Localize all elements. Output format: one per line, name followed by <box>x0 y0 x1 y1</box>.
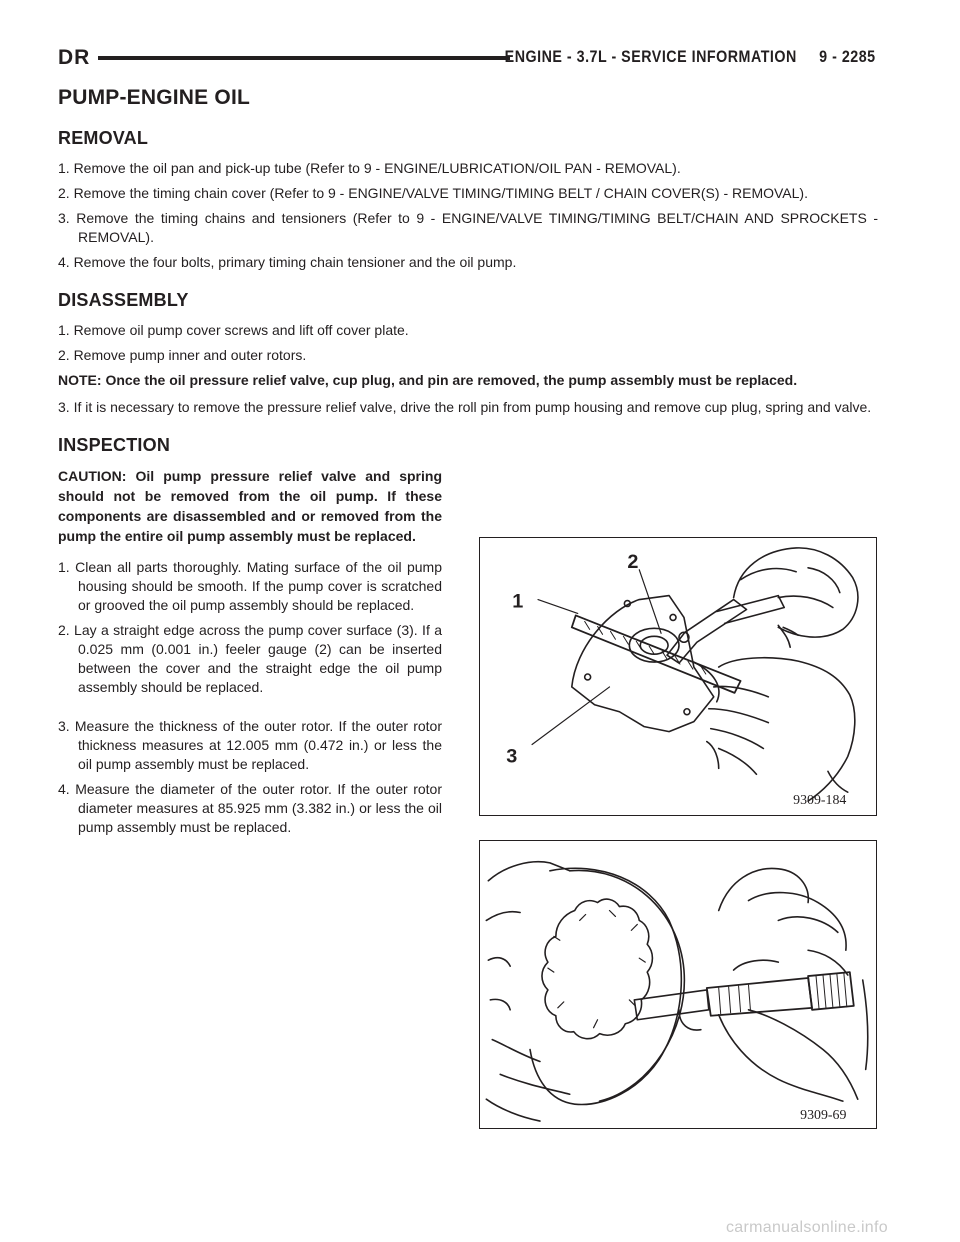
pump-cover-illustration <box>480 538 876 815</box>
callout-1: 1 <box>512 590 524 613</box>
section-heading-disassembly: DISASSEMBLY <box>58 290 189 310</box>
disassembly-step-3: 3. If it is necessary to remove the pressure relief valve, drive the roll pin from pump housing and remove cup plug, spring and valve. <box>58 399 872 415</box>
figure-code: 9309-69 <box>800 1108 847 1124</box>
inspection-step-2: 2. Lay a straight edge across the pump cover surface (3). If a 0.025 mm (0.001 in.) feeler gauge (2) can be inserted between the cover and the straight edge the oil pump assembly should be replaced. <box>58 622 442 695</box>
watermark-text: carmanualsonline.info <box>726 1219 888 1236</box>
removal-step-4: 4. Remove the four bolts, primary timing chain tensioner and the oil pump. <box>58 254 517 270</box>
outer-rotor-illustration <box>480 841 876 1128</box>
header-rule <box>98 56 510 60</box>
disassembly-step-2: 2. Remove pump inner and outer rotors. <box>58 347 307 363</box>
header-section-page: ENGINE - 3.7L - SERVICE INFORMATION 9 - 2285 <box>505 47 876 66</box>
inspection-caution: CAUTION: Oil pump pressure relief valve and spring should not be removed from the oil pump. If these components are disassembled and or removed from the pump the entire oil pump assembly must be replaced. <box>58 468 442 544</box>
removal-step-3: 3. Remove the timing chains and tensioners (Refer to 9 - ENGINE/VALVE TIMING/TIMING BELT/CHAIN AND SPROCKETS - REMOVAL). <box>58 210 878 245</box>
page-title: PUMP-ENGINE OIL <box>58 86 251 109</box>
header-model-code: DR <box>58 46 91 69</box>
removal-step-1: 1. Remove the oil pan and pick-up tube (Refer to 9 - ENGINE/LUBRICATION/OIL PAN - REMOVAL). <box>58 160 681 176</box>
section-heading-removal: REMOVAL <box>58 128 149 148</box>
inspection-step-3: 3. Measure the thickness of the outer rotor. If the outer rotor thickness measures at 12.005 mm (0.472 in.) or less the oil pump assembly must be replaced. <box>58 718 442 772</box>
figure-pump-cover-flatness <box>479 537 877 816</box>
page-header <box>58 46 876 72</box>
callout-3: 3 <box>506 745 518 768</box>
disassembly-note: NOTE: Once the oil pressure relief valve, cup plug, and pin are removed, the pump assembly must be replaced. <box>58 372 798 388</box>
inspection-step-1: 1. Clean all parts thoroughly. Mating surface of the oil pump housing should be smooth. If the pump cover is scratched or grooved the oil pump assembly should be replaced. <box>58 559 442 613</box>
removal-step-2: 2. Remove the timing chain cover (Refer to 9 - ENGINE/VALVE TIMING/TIMING BELT / CHAIN COVER(S) - REMOVAL). <box>58 185 808 201</box>
figure-code: 9309-184 <box>793 793 847 809</box>
section-heading-inspection: INSPECTION <box>58 435 171 455</box>
figure-outer-rotor-measure <box>479 840 877 1129</box>
inspection-text-column <box>58 466 442 837</box>
inspection-step-4: 4. Measure the diameter of the outer rotor. If the outer rotor diameter measures at 85.925 mm (3.382 in.) or less the oil pump assembly must be replaced. <box>58 781 442 835</box>
callout-2: 2 <box>627 550 639 573</box>
disassembly-step-1: 1. Remove oil pump cover screws and lift off cover plate. <box>58 322 409 338</box>
